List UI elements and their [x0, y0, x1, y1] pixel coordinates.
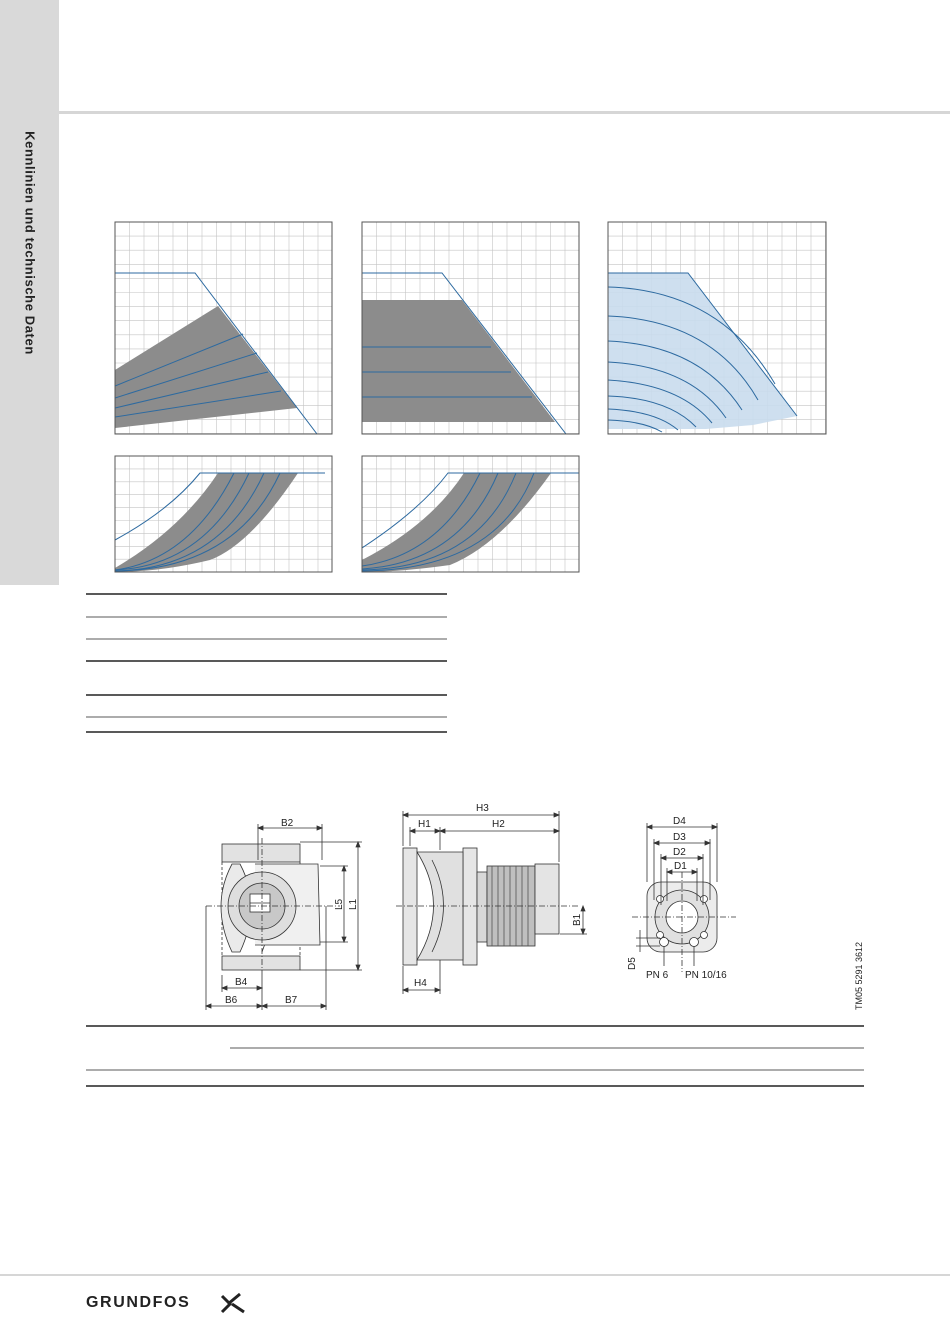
- dim-h2: H2: [492, 819, 505, 830]
- grundfos-x-icon: [222, 1294, 244, 1312]
- dim-h4: H4: [414, 978, 427, 989]
- dim-d5: D5: [627, 957, 638, 970]
- dim-h3: H3: [476, 803, 489, 814]
- spec-table-rules: [86, 594, 447, 732]
- dim-d2: D2: [673, 847, 686, 858]
- footer-rule: [0, 1274, 950, 1276]
- dim-b7: B7: [285, 995, 298, 1006]
- dim-h1: H1: [418, 819, 431, 830]
- figure-code: TM05 5291 3612: [854, 941, 864, 1010]
- performance-chart-2: [362, 222, 580, 434]
- label-pn6: PN 6: [646, 970, 669, 981]
- power-chart-2: [362, 456, 580, 572]
- brand-logo: GRUNDFOS: [86, 1294, 191, 1311]
- dim-b6: B6: [225, 995, 238, 1006]
- dim-d4: D4: [673, 816, 686, 827]
- operating-range-area: [608, 273, 797, 429]
- dimension-table-rules: [86, 1026, 864, 1086]
- flange-view: [632, 823, 736, 972]
- label-pn1016: PN 10/16: [685, 970, 727, 981]
- performance-chart-1: [115, 222, 333, 434]
- dim-b2: B2: [281, 818, 294, 829]
- pump-front-view: [206, 824, 362, 1010]
- performance-chart-3: [608, 222, 826, 434]
- operating-range-area: [362, 473, 551, 572]
- dim-l5: L5: [334, 898, 345, 910]
- pump-side-view: [396, 811, 587, 994]
- section-title: Kennlinien und technische Daten: [22, 131, 38, 355]
- operating-range-area: [362, 300, 555, 422]
- operating-range-area: [115, 473, 298, 572]
- dim-b4: B4: [235, 977, 248, 988]
- dim-d1: D1: [674, 861, 687, 872]
- dim-b1: B1: [572, 913, 583, 926]
- operating-range-area: [115, 306, 297, 428]
- dim-l1: L1: [348, 898, 359, 910]
- dim-d3: D3: [673, 832, 686, 843]
- power-chart-1: [115, 456, 333, 572]
